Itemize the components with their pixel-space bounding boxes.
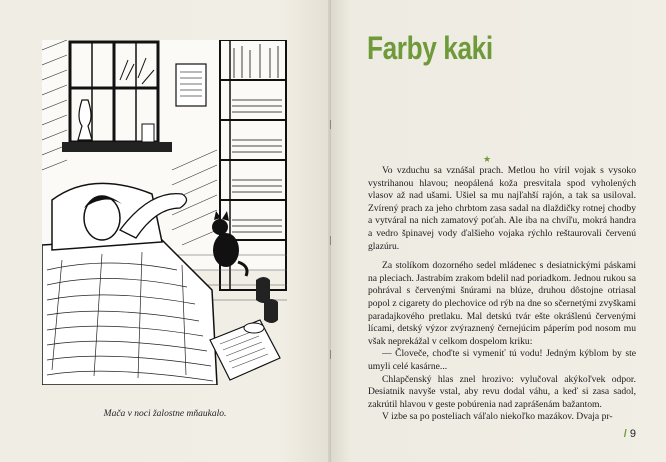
body-text [368, 165, 636, 424]
newspaper [210, 320, 280, 380]
paragraph: V izbe sa po posteliach váľalo niekoľko mazákov. Dvaja pr- [382, 411, 613, 423]
chapter-title: Farby kaki [367, 30, 493, 66]
folio-bar: / [623, 428, 627, 440]
bed-scene-illustration [42, 40, 287, 385]
paragraph: Vo vzduchu sa vznášal prach. Metlou ho víril vojak s vysoko vystrihanou hlavou; neopálená koža presvitala spod vyholených vlasov až nad ušami. Ušiel sa mu najľahší rajón, a tak sa usiloval. Zvírený prach za jeho chrbtom zasa sadal na dlaždičky rotnej chodby a vytváral na nich zamatový poťah. Ale iba na chvíľu, mokrá handra a vedro špinavej vody ďalšieho vojaka rýchlo reštaurovali červenú glazúru. [368, 165, 636, 252]
star-ornament: ★ [483, 154, 492, 164]
paragraph: — Človeče, choďte si vymeniť tú vodu! Jedným kýblom by ste umyli celé kasárne... [368, 348, 636, 372]
wall-poster [176, 64, 206, 106]
left-page [0, 0, 331, 462]
oil-lamp [78, 100, 92, 140]
illustration-caption: Mača v noci žalostne mňaukalo. [103, 409, 227, 419]
paragraph: Za stolíkom dozorného sedel mládenec s desiatnickými páskami na pleciach. Jastrabím zrakom bdelil nad poriadkom. Jednou rukou sa pohrával s červenými šnúrami na blúze, druhou dôstojne otriasal popol z cigarety do plechovice od rýb na dne so sčernetými zvyškami paradajkového pretlaku. Mal detskú tvár ešte okrášlenú červenými lícami, detský výzor zvýraznený černejúcim páperím pod nosom mu však neprekážal v celkom dospelom kriku: [368, 260, 636, 347]
page-number-value: 9 [629, 428, 636, 440]
page-number [624, 428, 636, 440]
boots [256, 277, 278, 323]
paragraph: Chlapčenský hlas znel hrozivo: vylučoval akýkoľvek odpor. Desiatnik navyše vstal, aby revu dodal váhu, a keď si zasa sadol, zakrútil hlavou v geste pobúrenia nad zaprášenám bažantom. [368, 373, 636, 410]
